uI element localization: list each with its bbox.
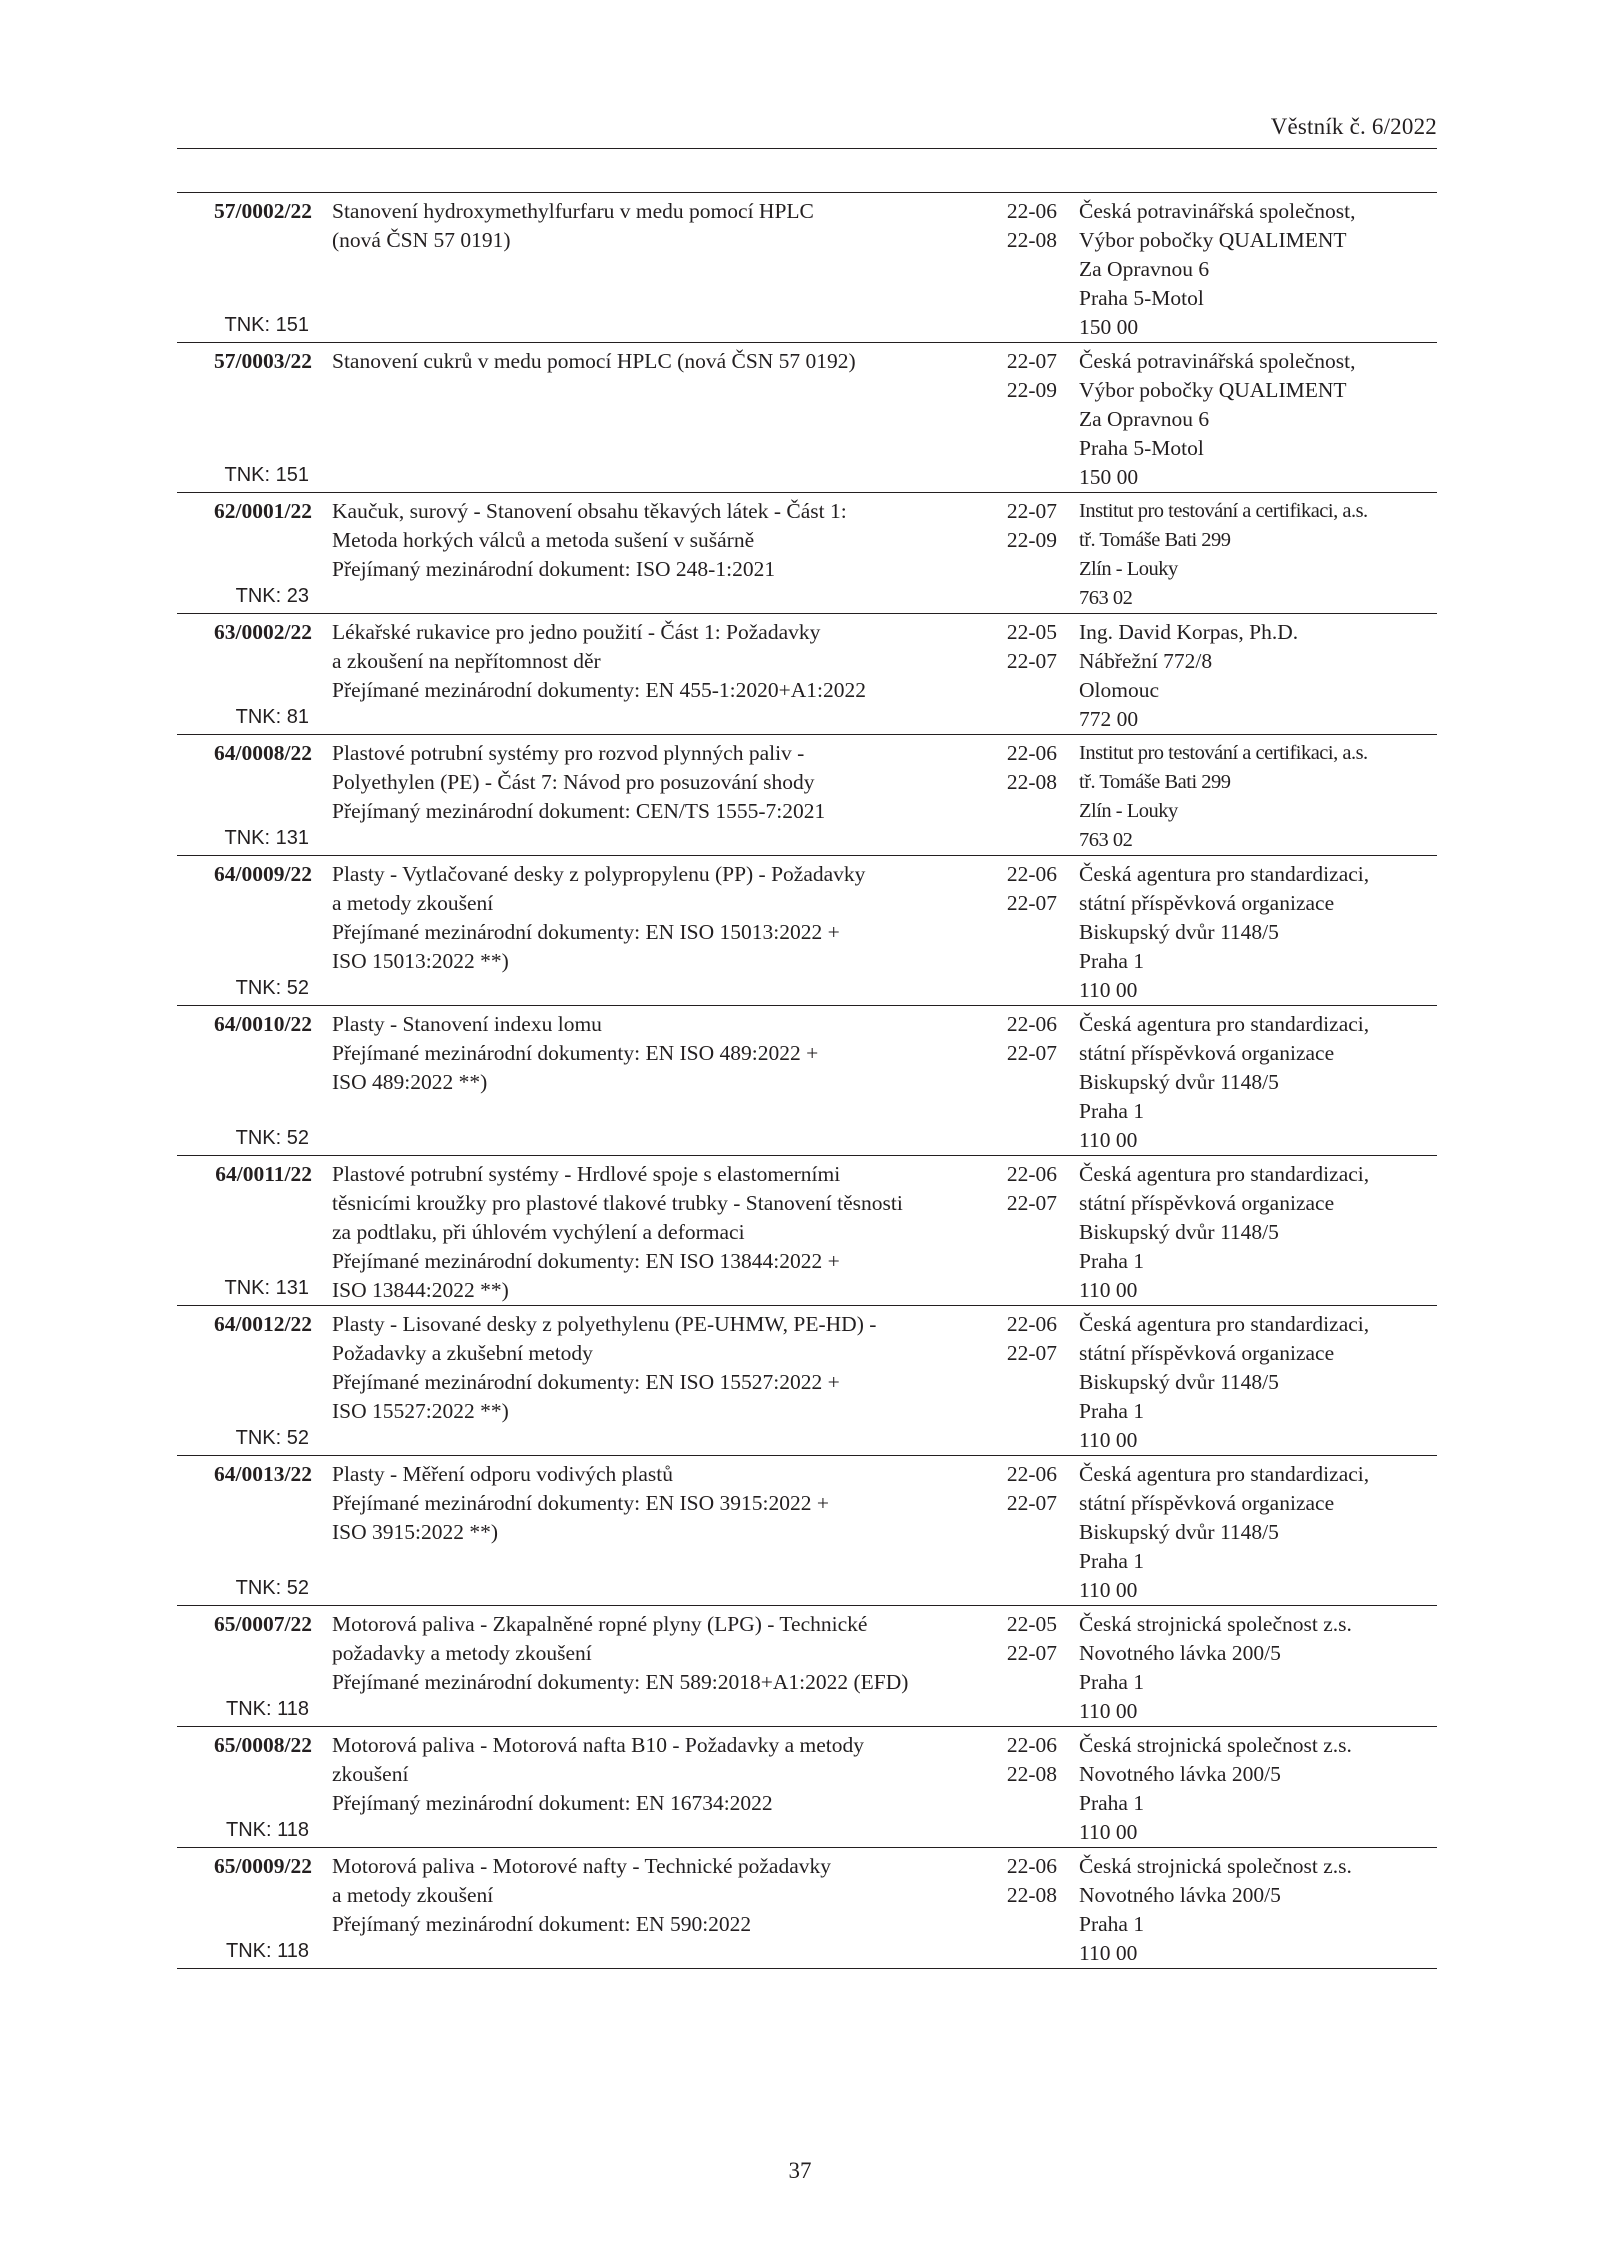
title-line: Stanovení hydroxymethylfurfaru v medu pomocí HPLC bbox=[332, 199, 814, 223]
page-header bbox=[177, 110, 1437, 149]
organization-line: Za Opravnou 6 bbox=[1079, 407, 1210, 431]
organization-line: Česká potravinářská společnost, bbox=[1079, 349, 1356, 373]
end-date: 22-07 bbox=[1006, 1341, 1057, 1365]
title-cell bbox=[312, 343, 984, 492]
organization-cell bbox=[1057, 1306, 1437, 1455]
tnk-label: TNK: 23 bbox=[235, 585, 309, 607]
organization-line: Institut pro testování a certifikaci, a.s. bbox=[1079, 500, 1368, 522]
standard-code: 65/0007/22 bbox=[214, 1612, 312, 1636]
organization-line: 110 00 bbox=[1079, 1578, 1138, 1602]
start-date: 22-07 bbox=[1006, 349, 1057, 373]
dates-cell bbox=[984, 735, 1057, 855]
standard-code: 64/0009/22 bbox=[214, 862, 312, 886]
organization-line: Zlín - Louky bbox=[1079, 800, 1178, 822]
organization-line: 110 00 bbox=[1079, 978, 1138, 1002]
start-date: 22-05 bbox=[1006, 620, 1057, 644]
title-line: a metody zkoušení bbox=[332, 891, 494, 915]
tnk-label: TNK: 52 bbox=[235, 1577, 309, 1599]
tnk-label: TNK: 118 bbox=[226, 1698, 309, 1720]
start-date: 22-06 bbox=[1006, 741, 1057, 765]
organization-line: Výbor pobočky QUALIMENT bbox=[1079, 228, 1347, 252]
organization-line: Novotného lávka 200/5 bbox=[1079, 1762, 1281, 1786]
standard-code: 64/0012/22 bbox=[214, 1312, 312, 1336]
tnk-label: TNK: 151 bbox=[224, 314, 309, 336]
standard-code: 64/0010/22 bbox=[214, 1012, 312, 1036]
standard-code: 65/0008/22 bbox=[214, 1733, 312, 1757]
organization-line: Praha 1 bbox=[1079, 949, 1145, 973]
organization-line: 110 00 bbox=[1079, 1820, 1138, 1844]
organization-cell bbox=[1057, 1848, 1437, 1968]
title-line: (nová ČSN 57 0191) bbox=[332, 228, 511, 252]
end-date: 22-08 bbox=[1006, 770, 1057, 794]
organization-line: státní příspěvková organizace bbox=[1079, 1341, 1335, 1365]
table-row bbox=[177, 614, 1437, 735]
title-line: Polyethylen (PE) - Část 7: Návod pro posuzování shody bbox=[332, 770, 815, 794]
end-date: 22-07 bbox=[1006, 1041, 1057, 1065]
organization-line: tř. Tomáše Bati 299 bbox=[1079, 771, 1231, 793]
table-row bbox=[177, 1456, 1437, 1606]
dates-cell bbox=[984, 1848, 1057, 1968]
tnk-label: TNK: 52 bbox=[235, 1127, 309, 1149]
organization-line: Praha 1 bbox=[1079, 1912, 1145, 1936]
organization-line: Česká strojnická společnost z.s. bbox=[1079, 1612, 1352, 1636]
organization-line: 150 00 bbox=[1079, 465, 1139, 489]
title-line: a zkoušení na nepřítomnost děr bbox=[332, 649, 601, 673]
title-line: Kaučuk, surový - Stanovení obsahu těkavých látek - Část 1: bbox=[332, 499, 847, 523]
title-cell bbox=[312, 1156, 984, 1305]
organization-line: Zlín - Louky bbox=[1079, 558, 1178, 580]
organization-line: Nábřežní 772/8 bbox=[1079, 649, 1213, 673]
start-date: 22-06 bbox=[1006, 1162, 1057, 1186]
title-line: Přejímané mezinárodní dokumenty: EN ISO 15527:2022 + bbox=[332, 1370, 840, 1394]
organization-cell bbox=[1057, 735, 1437, 855]
organization-cell bbox=[1057, 1156, 1437, 1305]
title-line: zkoušení bbox=[332, 1762, 409, 1786]
organization-line: Biskupský dvůr 1148/5 bbox=[1079, 1070, 1279, 1094]
start-date: 22-07 bbox=[1006, 499, 1057, 523]
code-cell bbox=[177, 614, 312, 734]
organization-line: Ing. David Korpas, Ph.D. bbox=[1079, 620, 1299, 644]
code-cell bbox=[177, 1156, 312, 1305]
title-line: Požadavky a zkušební metody bbox=[332, 1341, 593, 1365]
standard-code: 65/0009/22 bbox=[214, 1854, 312, 1878]
title-line: ISO 3915:2022 **) bbox=[332, 1520, 499, 1544]
table-row bbox=[177, 1306, 1437, 1456]
organization-line: 763 02 bbox=[1079, 587, 1133, 609]
organization-line: 150 00 bbox=[1079, 315, 1139, 339]
organization-line: 110 00 bbox=[1079, 1699, 1138, 1723]
title-line: Přejímané mezinárodní dokumenty: EN ISO 489:2022 + bbox=[332, 1041, 819, 1065]
organization-cell bbox=[1057, 856, 1437, 1005]
tnk-label: TNK: 52 bbox=[235, 1427, 309, 1449]
title-cell bbox=[312, 493, 984, 613]
tnk-label: TNK: 131 bbox=[224, 1277, 309, 1299]
organization-line: Praha 1 bbox=[1079, 1099, 1145, 1123]
organization-line: Za Opravnou 6 bbox=[1079, 257, 1210, 281]
table-row bbox=[177, 1848, 1437, 1969]
start-date: 22-06 bbox=[1006, 1462, 1057, 1486]
organization-cell bbox=[1057, 614, 1437, 734]
title-cell bbox=[312, 1306, 984, 1455]
title-line: Přejímaný mezinárodní dokument: CEN/TS 1555-7:2021 bbox=[332, 799, 826, 823]
organization-cell bbox=[1057, 1727, 1437, 1847]
organization-line: Institut pro testování a certifikaci, a.s. bbox=[1079, 742, 1368, 764]
table-row bbox=[177, 1727, 1437, 1848]
organization-line: Praha 5-Motol bbox=[1079, 286, 1204, 310]
organization-cell bbox=[1057, 343, 1437, 492]
title-line: Motorová paliva - Zkapalněné ropné plyny (LPG) - Technické bbox=[332, 1612, 868, 1636]
organization-line: Výbor pobočky QUALIMENT bbox=[1079, 378, 1347, 402]
title-line: Přejímané mezinárodní dokumenty: EN ISO 15013:2022 + bbox=[332, 920, 840, 944]
table-row bbox=[177, 1606, 1437, 1727]
code-cell bbox=[177, 1848, 312, 1968]
dates-cell bbox=[984, 1727, 1057, 1847]
dates-cell bbox=[984, 1306, 1057, 1455]
title-line: Plasty - Stanovení indexu lomu bbox=[332, 1012, 602, 1036]
organization-line: Biskupský dvůr 1148/5 bbox=[1079, 920, 1279, 944]
standard-code: 57/0003/22 bbox=[214, 349, 312, 373]
organization-line: Olomouc bbox=[1079, 678, 1160, 702]
standard-code: 64/0013/22 bbox=[214, 1462, 312, 1486]
organization-line: státní příspěvková organizace bbox=[1079, 891, 1335, 915]
organization-line: Biskupský dvůr 1148/5 bbox=[1079, 1520, 1279, 1544]
code-cell bbox=[177, 193, 312, 342]
start-date: 22-06 bbox=[1006, 862, 1057, 886]
standard-code: 64/0008/22 bbox=[214, 741, 312, 765]
title-line: Metoda horkých válců a metoda sušení v sušárně bbox=[332, 528, 755, 552]
dates-cell bbox=[984, 193, 1057, 342]
title-cell bbox=[312, 1727, 984, 1847]
title-line: Motorová paliva - Motorová nafta B10 - Požadavky a metody bbox=[332, 1733, 864, 1757]
organization-line: Česká agentura pro standardizaci, bbox=[1079, 1012, 1370, 1036]
organization-line: státní příspěvková organizace bbox=[1079, 1191, 1335, 1215]
organization-line: Biskupský dvůr 1148/5 bbox=[1079, 1370, 1279, 1394]
standards-table bbox=[177, 192, 1437, 1969]
organization-line: státní příspěvková organizace bbox=[1079, 1491, 1335, 1515]
tnk-label: TNK: 118 bbox=[226, 1940, 309, 1962]
code-cell bbox=[177, 343, 312, 492]
organization-line: Praha 1 bbox=[1079, 1549, 1145, 1573]
title-line: Stanovení cukrů v medu pomocí HPLC (nová ČSN 57 0192) bbox=[332, 349, 856, 373]
start-date: 22-05 bbox=[1006, 1612, 1057, 1636]
end-date: 22-09 bbox=[1006, 528, 1057, 552]
end-date: 22-07 bbox=[1006, 649, 1057, 673]
dates-cell bbox=[984, 343, 1057, 492]
organization-line: Česká potravinářská společnost, bbox=[1079, 199, 1356, 223]
organization-line: Novotného lávka 200/5 bbox=[1079, 1641, 1281, 1665]
end-date: 22-08 bbox=[1006, 1883, 1057, 1907]
title-cell bbox=[312, 856, 984, 1005]
table-row bbox=[177, 343, 1437, 493]
organization-line: 763 02 bbox=[1079, 829, 1133, 851]
end-date: 22-07 bbox=[1006, 1191, 1057, 1215]
title-line: Plasty - Vytlačované desky z polypropylenu (PP) - Požadavky bbox=[332, 862, 866, 886]
title-line: Plasty - Měření odporu vodivých plastů bbox=[332, 1462, 673, 1486]
tnk-label: TNK: 131 bbox=[224, 827, 309, 849]
dates-cell bbox=[984, 856, 1057, 1005]
organization-line: Česká agentura pro standardizaci, bbox=[1079, 1462, 1370, 1486]
organization-line: 772 00 bbox=[1079, 707, 1139, 731]
end-date: 22-07 bbox=[1006, 891, 1057, 915]
organization-line: státní příspěvková organizace bbox=[1079, 1041, 1335, 1065]
table-row bbox=[177, 1156, 1437, 1306]
start-date: 22-06 bbox=[1006, 199, 1057, 223]
standard-code: 64/0011/22 bbox=[215, 1162, 312, 1186]
code-cell bbox=[177, 1306, 312, 1455]
title-line: Plastové potrubní systémy - Hrdlové spoje s elastomerními bbox=[332, 1162, 841, 1186]
title-line: Přejímané mezinárodní dokumenty: EN ISO 3915:2022 + bbox=[332, 1491, 829, 1515]
organization-line: Praha 1 bbox=[1079, 1670, 1145, 1694]
organization-cell bbox=[1057, 193, 1437, 342]
page-number: 37 bbox=[788, 2158, 812, 2183]
organization-line: tř. Tomáše Bati 299 bbox=[1079, 529, 1231, 551]
code-cell bbox=[177, 1606, 312, 1726]
dates-cell bbox=[984, 1456, 1057, 1605]
code-cell bbox=[177, 493, 312, 613]
title-line: Plasty - Lisované desky z polyethylenu (PE-UHMW, PE-HD) - bbox=[332, 1312, 877, 1336]
end-date: 22-07 bbox=[1006, 1491, 1057, 1515]
title-cell bbox=[312, 614, 984, 734]
table-row bbox=[177, 193, 1437, 343]
title-line: ISO 15527:2022 **) bbox=[332, 1399, 509, 1423]
organization-line: Česká strojnická společnost z.s. bbox=[1079, 1854, 1352, 1878]
standard-code: 57/0002/22 bbox=[214, 199, 312, 223]
organization-cell bbox=[1057, 1606, 1437, 1726]
organization-line: Novotného lávka 200/5 bbox=[1079, 1883, 1281, 1907]
end-date: 22-09 bbox=[1006, 378, 1057, 402]
organization-line: 110 00 bbox=[1079, 1128, 1138, 1152]
standard-code: 62/0001/22 bbox=[214, 499, 312, 523]
organization-line: 110 00 bbox=[1079, 1941, 1138, 1965]
journal-title: Věstník č. 6/2022 bbox=[1270, 114, 1437, 139]
title-line: těsnicími kroužky pro plastové tlakové trubky - Stanovení těsnosti bbox=[332, 1191, 903, 1215]
title-cell bbox=[312, 1848, 984, 1968]
organization-line: Praha 1 bbox=[1079, 1399, 1145, 1423]
title-line: ISO 489:2022 **) bbox=[332, 1070, 488, 1094]
end-date: 22-08 bbox=[1006, 228, 1057, 252]
organization-line: Česká agentura pro standardizaci, bbox=[1079, 1312, 1370, 1336]
title-cell bbox=[312, 1006, 984, 1155]
code-cell bbox=[177, 1727, 312, 1847]
table-row bbox=[177, 1006, 1437, 1156]
title-line: ISO 15013:2022 **) bbox=[332, 949, 509, 973]
end-date: 22-08 bbox=[1006, 1762, 1057, 1786]
title-line: Přejímaný mezinárodní dokument: ISO 248-1:2021 bbox=[332, 557, 776, 581]
title-line: požadavky a metody zkoušení bbox=[332, 1641, 592, 1665]
code-cell bbox=[177, 735, 312, 855]
title-line: Přejímaný mezinárodní dokument: EN 16734:2022 bbox=[332, 1791, 773, 1815]
title-cell bbox=[312, 193, 984, 342]
organization-line: Česká agentura pro standardizaci, bbox=[1079, 862, 1370, 886]
title-line: Přejímané mezinárodní dokumenty: EN 589:2018+A1:2022 (EFD) bbox=[332, 1670, 909, 1694]
title-line: Přejímané mezinárodní dokumenty: EN 455-1:2020+A1:2022 bbox=[332, 678, 867, 702]
title-line: za podtlaku, při úhlovém vychýlení a deformaci bbox=[332, 1220, 745, 1244]
organization-line: Biskupský dvůr 1148/5 bbox=[1079, 1220, 1279, 1244]
title-line: a metody zkoušení bbox=[332, 1883, 494, 1907]
title-cell bbox=[312, 735, 984, 855]
start-date: 22-06 bbox=[1006, 1854, 1057, 1878]
dates-cell bbox=[984, 493, 1057, 613]
title-line: ISO 13844:2022 **) bbox=[332, 1278, 509, 1302]
tnk-label: TNK: 118 bbox=[226, 1819, 309, 1841]
title-line: Přejímaný mezinárodní dokument: EN 590:2022 bbox=[332, 1912, 752, 1936]
title-line: Lékařské rukavice pro jedno použití - Část 1: Požadavky bbox=[332, 620, 821, 644]
title-cell bbox=[312, 1456, 984, 1605]
tnk-label: TNK: 52 bbox=[235, 977, 309, 999]
title-line: Přejímané mezinárodní dokumenty: EN ISO 13844:2022 + bbox=[332, 1249, 840, 1273]
organization-line: 110 00 bbox=[1079, 1428, 1138, 1452]
dates-cell bbox=[984, 614, 1057, 734]
table-row bbox=[177, 856, 1437, 1006]
organization-line: Česká strojnická společnost z.s. bbox=[1079, 1733, 1352, 1757]
start-date: 22-06 bbox=[1006, 1312, 1057, 1336]
title-line: Motorová paliva - Motorové nafty - Technické požadavky bbox=[332, 1854, 832, 1878]
organization-cell bbox=[1057, 1456, 1437, 1605]
standard-code: 63/0002/22 bbox=[214, 620, 312, 644]
organization-line: Praha 1 bbox=[1079, 1791, 1145, 1815]
organization-line: Česká agentura pro standardizaci, bbox=[1079, 1162, 1370, 1186]
organization-line: Praha 1 bbox=[1079, 1249, 1145, 1273]
organization-cell bbox=[1057, 493, 1437, 613]
organization-cell bbox=[1057, 1006, 1437, 1155]
dates-cell bbox=[984, 1606, 1057, 1726]
dates-cell bbox=[984, 1006, 1057, 1155]
table-row bbox=[177, 493, 1437, 614]
start-date: 22-06 bbox=[1006, 1012, 1057, 1036]
code-cell bbox=[177, 1006, 312, 1155]
organization-line: Praha 5-Motol bbox=[1079, 436, 1204, 460]
tnk-label: TNK: 151 bbox=[224, 464, 309, 486]
title-cell bbox=[312, 1606, 984, 1726]
code-cell bbox=[177, 1456, 312, 1605]
organization-line: 110 00 bbox=[1079, 1278, 1138, 1302]
table-row bbox=[177, 735, 1437, 856]
dates-cell bbox=[984, 1156, 1057, 1305]
title-line: Plastové potrubní systémy pro rozvod plynných paliv - bbox=[332, 741, 805, 765]
code-cell bbox=[177, 856, 312, 1005]
end-date: 22-07 bbox=[1006, 1641, 1057, 1665]
start-date: 22-06 bbox=[1006, 1733, 1057, 1757]
tnk-label: TNK: 81 bbox=[235, 706, 309, 728]
